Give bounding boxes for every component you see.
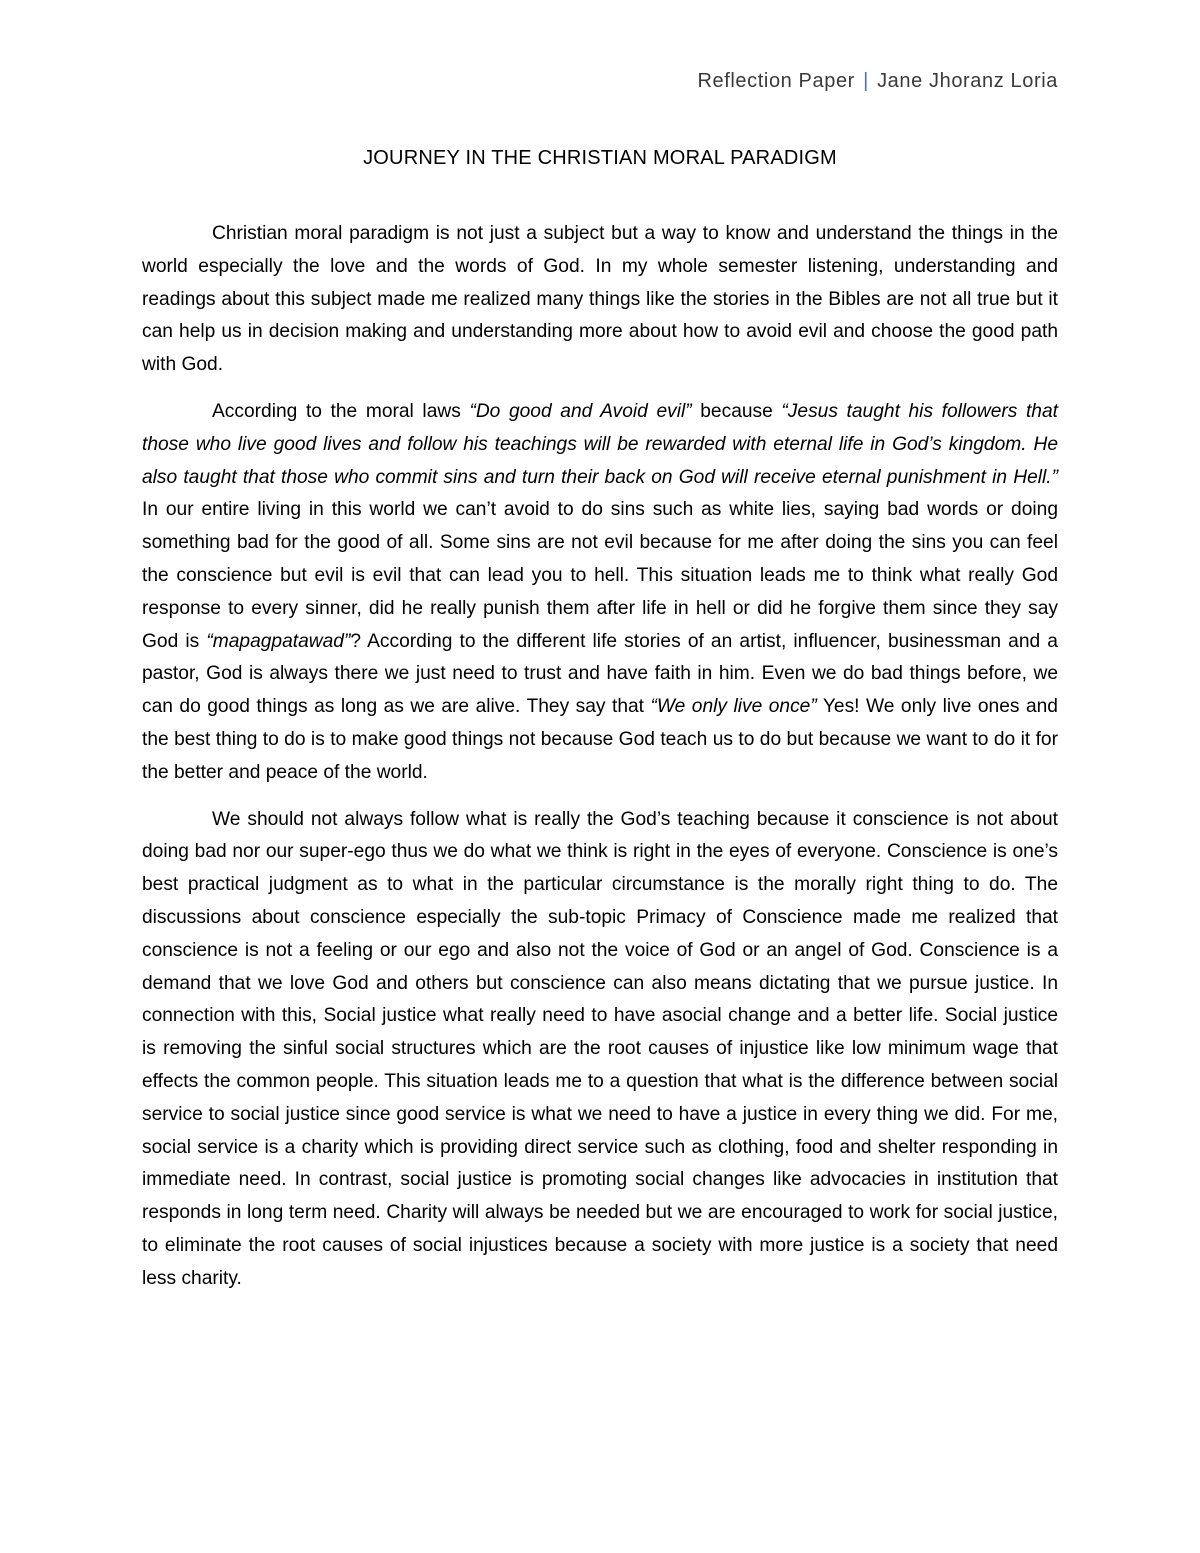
- paragraph-2-text-4: ? According to the different life stories of an artist, influencer, businessman and a pastor, God is always there we just need to trust and have faith in him. Even we do bad things before, we can do good things as long as we are alive. They say that: [142, 630, 1058, 718]
- paragraph-2-quote-2: “Jesus taught his followers that those who live good lives and follow his teachings will be rewarded with eternal life in God’s kingdom. He also taught that those who commit sins and turn their back on God will receive eternal punishment in Hell.”: [142, 400, 1058, 488]
- paragraph-2-text-5: Yes! We only live ones and the best thing to do is to make good things not because God teach us to do but because we want to do it for the better and peace of the world.: [142, 696, 1058, 783]
- header-author: Jane Jhoranz Loria: [877, 70, 1058, 92]
- paragraph-1: Christian moral paradigm is not just a subject but a way to know and understand the things in the world especially the love and the words of God. In my whole semester listening, understanding and readings about this subject made me realized many things like the stories in the Bibles are not all true but it can help us in decision making and understanding more about how to avoid evil and choose the good path with God.: [142, 223, 1058, 376]
- document-title: JOURNEY IN THE CHRISTIAN MORAL PARADIGM: [363, 147, 837, 169]
- paragraph-2-text-3: In our entire living in this world we can’t avoid to do sins such as white lies, saying bad words or doing something bad for the good of all. Some sins are not evil because for me after doing the sins you can feel the conscience but evil is evil that can lead you to hell. This situation leads me to think what really God response to every sinner, did he really punish them after life in hell or did he forgive them since they say God is: [142, 499, 1058, 652]
- paragraph-2-text-1: According to the moral laws: [212, 400, 470, 422]
- paragraph-2-text-2: because: [691, 400, 782, 422]
- paragraph-3: We should not always follow what is really the God’s teaching because it conscience is not about doing bad nor our super-ego thus we do what we think is right in the eyes of everyone. Conscience is one’s best practical judgment as to what in the particular circumstance is the morally right thing to do. The discussions about conscience especially the sub-topic Primacy of Conscience made me realized that conscience is not a feeling or our ego and also not the voice of God or an angel of God. Conscience is a demand that we love God and others but conscience can also means dictating that we pursue justice. In connection with this, Social justice what really need to have asocial change and a better life. Social justice is removing the sinful social structures which are the root causes of injustice like low minimum wage that effects the common people. This situation leads me to a question that what is the difference between social service to social justice since good service is what we need to have a justice in every thing we did. For me, social service is a charity which is providing direct service such as clothing, food and shelter responding in immediate need. In contrast, social justice is promoting social changes like advocacies in institution that responds in long term need. Charity will always be needed but we are encouraged to work for social justice, to eliminate the root causes of social injustices because a society with more justice is a society that need less charity.: [142, 808, 1058, 1289]
- header-separator: |: [863, 70, 869, 92]
- paragraph-2-quote-4: “We only live once”: [650, 696, 817, 718]
- page-header: [697, 70, 1058, 93]
- paragraph-2: [142, 396, 1058, 790]
- paragraph-2-quote-1: “Do good and Avoid evil”: [469, 400, 692, 422]
- header-doc-type: Reflection Paper: [697, 70, 855, 92]
- document-body: [142, 218, 1058, 1310]
- paragraph-2-quote-3: “mapagpatawad”: [206, 630, 351, 652]
